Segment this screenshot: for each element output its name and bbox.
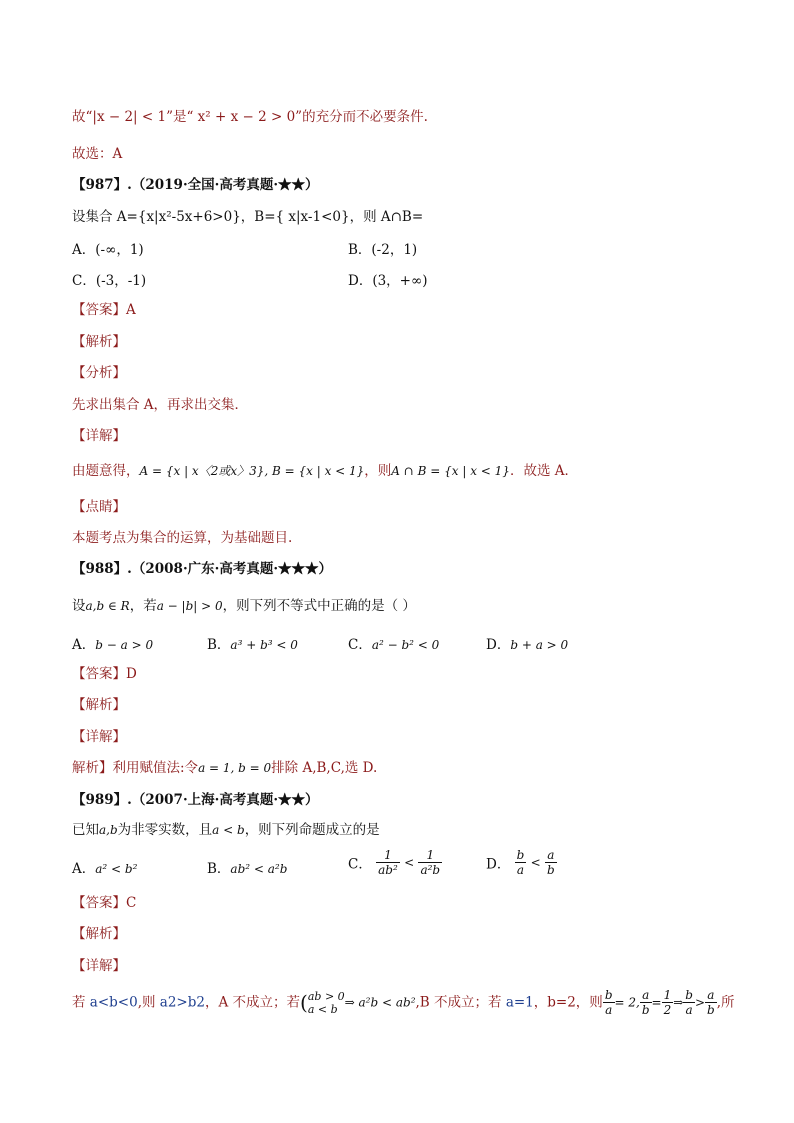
q988-detail-math: a = 1, b = 0 xyxy=(198,761,272,775)
q989-option-c-frac1 xyxy=(376,848,400,877)
q988-header: 【988】.（2008·广东·高考真题·★★★） xyxy=(72,561,333,577)
q989-detail-t7: ,B 不成立；若 xyxy=(415,994,506,1011)
q989-detail-frac2-num: a xyxy=(640,988,652,1003)
q987-fenxi-text: 先求出集合 A，再求出交集． xyxy=(72,397,249,413)
q988-option-b xyxy=(207,633,298,653)
q988-option-c-math: a² − b² < 0 xyxy=(371,638,440,652)
q989-option-c-frac2-num: 1 xyxy=(418,848,442,863)
q989-detail-frac1-den: a xyxy=(605,1003,613,1017)
q987-stem: 设集合 A={x|x²-5x+6>0}，B={ x|x-1<0}，则 A∩B= xyxy=(72,209,424,225)
q989-option-c-label: C． xyxy=(348,856,372,873)
q987-detail-suffix: ．故选 A． xyxy=(509,463,578,479)
q989-detail-t13: > xyxy=(694,995,706,1010)
q989-option-d-frac2-den: b xyxy=(546,863,555,877)
q989-detail-t14: ,所 xyxy=(716,994,735,1011)
q987-dianjing-label: 【点睛】 xyxy=(72,499,126,515)
q989-detail-t2: a<b<0 xyxy=(89,994,138,1011)
q987-header: 【987】.（2019·全国·高考真题·★★） xyxy=(72,177,319,193)
q989-option-d xyxy=(486,848,557,877)
q988-option-d xyxy=(486,633,568,653)
q988-option-a xyxy=(72,633,153,653)
q989-stem-prefix: 已知 xyxy=(72,822,99,838)
q988-jiexi-label: 【解析】 xyxy=(72,697,126,713)
q989-detail-t8: a=1 xyxy=(505,994,534,1011)
q988-option-d-label: D． xyxy=(486,637,511,653)
prev-conclusion: 故“|x − 2| < 1”是“ x² + x − 2 > 0”的充分而不必要条件. xyxy=(72,109,428,125)
q989-detail-t1: 若 xyxy=(72,994,90,1011)
q989-option-a xyxy=(72,857,137,877)
q988-option-a-math: b − a > 0 xyxy=(95,638,154,652)
q989-option-b xyxy=(207,857,287,877)
q989-detail-t11: = xyxy=(651,995,662,1010)
q989-option-d-frac2 xyxy=(545,848,557,877)
q988-detail xyxy=(72,758,377,778)
q987-option-a: A．(-∞，1) xyxy=(72,242,144,258)
q989-stem xyxy=(72,820,380,840)
q987-detail-math2: A ∩ B = {x | x < 1} xyxy=(391,464,510,478)
q989-detail-t5: ，A 不成立；若 xyxy=(204,994,301,1011)
q989-detail-case2: a < b xyxy=(307,1002,338,1016)
q988-option-b-label: B． xyxy=(207,637,231,653)
q989-detail-t4: a2>b2 xyxy=(159,994,205,1011)
prev-choice: 故选：A xyxy=(72,146,123,162)
q989-option-d-frac1 xyxy=(515,848,527,877)
q989-option-d-frac1-num: b xyxy=(516,848,525,862)
q989-option-a-math: a² < b² xyxy=(95,862,138,876)
q989-detail-frac4 xyxy=(683,988,695,1017)
q988-xiangjie-label: 【详解】 xyxy=(72,729,126,745)
q987-detail xyxy=(72,461,578,481)
q989-answer: 【答案】C xyxy=(72,895,137,911)
q989-detail-t9: ，b=2，则 xyxy=(533,994,603,1011)
q989-detail-frac2 xyxy=(640,988,652,1017)
q987-jiexi-label: 【解析】 xyxy=(72,334,126,350)
q988-stem-prefix: 设 xyxy=(72,598,86,614)
q989-detail-frac4-den: a xyxy=(685,1003,693,1017)
q988-option-b-math: a³ + b³ < 0 xyxy=(230,638,298,652)
q988-option-d-math: b + a > 0 xyxy=(510,638,569,652)
q987-detail-mid: ，则 xyxy=(364,463,392,479)
q987-dianjing-text: 本题考点为集合的运算，为基础题目. xyxy=(72,530,293,546)
q989-stem-suffix: ，则下列命题成立的是 xyxy=(244,822,380,838)
q988-option-c xyxy=(348,633,439,653)
q988-stem-suffix: ，则下列不等式中正确的是（ ） xyxy=(222,598,416,614)
q989-detail-frac3 xyxy=(662,988,674,1017)
q989-option-c-op: < xyxy=(404,855,415,870)
q987-xiangjie-label: 【详解】 xyxy=(72,428,126,444)
q989-detail-frac3-den: 2 xyxy=(663,1003,672,1017)
q989-detail-case1: ab > 0 xyxy=(307,989,345,1003)
q988-stem-math2: a − |b| > 0 xyxy=(156,599,223,613)
q989-detail-t3: ,则 xyxy=(137,994,160,1011)
q987-option-c: C．(-3，-1) xyxy=(72,273,147,289)
q989-detail: 若 a<b<0,则 a2>b2，A 不成立；若( ab > 0 a < b ⇒ a²b < ab²,B 不成立；若 a=1，b=2，则 $\frac{b}{a}$ = 2, $\frac{a}{b}$ = $\frac{1}{2}$ ⇒ $\frac{b}{a}$ > $\frac{a}{b}$ ,所 xyxy=(72,988,735,1017)
q989-detail-frac1 xyxy=(603,988,615,1017)
q987-option-d: D．(3，+∞) xyxy=(348,273,428,289)
q989-option-c xyxy=(348,848,442,877)
q989-detail-frac5-den: b xyxy=(707,1003,715,1017)
q988-stem-math1: a,b ∈ R xyxy=(85,599,130,613)
q989-stem-mid: 为非零实数，且 xyxy=(117,822,213,838)
q989-detail-t10: = 2, xyxy=(614,995,640,1010)
q989-option-a-label: A． xyxy=(72,861,96,877)
q989-jiexi-label: 【解析】 xyxy=(72,926,126,942)
q987-option-b: B．(-2，1) xyxy=(348,242,418,258)
q987-detail-prefix: 由题意得， xyxy=(72,463,140,479)
q989-detail-frac4-num: b xyxy=(685,988,693,1002)
q989-option-d-frac2-num: a xyxy=(545,848,557,863)
q988-answer: 【答案】D xyxy=(72,666,137,682)
q989-stem-math2: a < b xyxy=(212,823,245,837)
q989-detail-cases xyxy=(308,990,345,1016)
q989-detail-frac5 xyxy=(705,988,717,1017)
q988-stem-mid: ，若 xyxy=(129,598,157,614)
q987-fenxi-label: 【分析】 xyxy=(72,365,126,381)
q989-option-c-frac1-num: 1 xyxy=(376,848,400,863)
q987-detail-math: A = {x | x〈2或x〉3}, B = {x | x < 1} xyxy=(139,464,365,478)
q989-xiangjie-label: 【详解】 xyxy=(72,958,126,974)
q989-stem-math1: a,b xyxy=(99,823,118,837)
q989-option-b-math: ab² < a²b xyxy=(230,862,288,876)
q988-stem xyxy=(72,596,416,616)
q989-detail-frac1-num: b xyxy=(604,988,613,1002)
q988-option-a-label: A． xyxy=(72,637,96,653)
q987-answer: 【答案】A xyxy=(72,302,136,318)
q988-option-c-label: C． xyxy=(348,637,372,653)
q989-detail-t12: ⇒ xyxy=(673,995,684,1010)
q989-header: 【989】.（2007·上海·高考真题·★★） xyxy=(72,792,319,808)
q988-detail-prefix: 解析】利用赋值法:令 xyxy=(72,760,199,776)
q989-detail-t6: ⇒ a²b < ab² xyxy=(344,995,416,1010)
q989-option-c-frac2 xyxy=(418,848,442,877)
q989-detail-frac5-num: a xyxy=(705,988,717,1003)
q989-option-c-frac2-den: a²b xyxy=(420,863,441,877)
q989-detail-frac3-num: 1 xyxy=(663,988,672,1002)
q989-option-d-frac1-den: a xyxy=(516,863,525,877)
q988-detail-suffix: 排除 A,B,C,选 D. xyxy=(271,760,378,776)
q989-option-d-op: < xyxy=(530,855,541,870)
q989-option-d-label: D． xyxy=(486,856,511,873)
q989-option-c-frac1-den: ab² xyxy=(378,863,398,877)
q989-option-b-label: B． xyxy=(207,861,231,877)
q989-detail-frac2-den: b xyxy=(641,1003,650,1017)
